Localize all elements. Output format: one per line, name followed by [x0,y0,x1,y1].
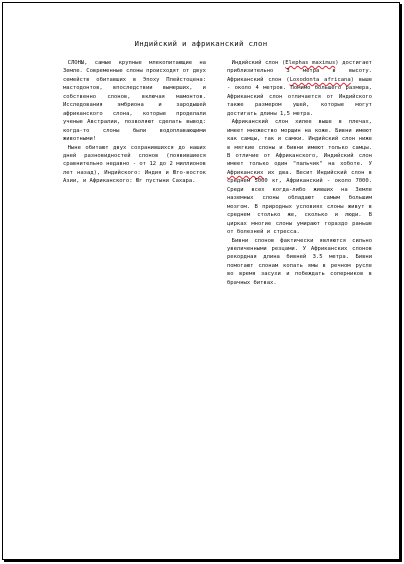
text-run: Бивни слонов фактически являются сильно увеличенными резцами. У Африканских слонов рекордная длина бивней 3.5 метра. Бивни помогают слонам копать ямы в речном русле во время засухи и побеждать соперников в брачных битвах. [227,237,372,286]
misspelled-word: Африканских [227,169,264,176]
text-run: ) выше - около 4 метров. Помимо большего размера, Африканский слон отличается от Индийского также размером ушей, которые могут достигать длины 1,5 метра. [227,76,373,117]
document-page [2,2,400,560]
text-run: их два. Весит Индийский слон в среднем 5000 кг, Африканский - около 7000. Среди всех когда-либо живших на Земле наземных слоны обладают самым большим мозгом. В природных условиях слоны живут в среднем столько же, сколько и люди. В цирках многие слоны умирают гораздо раньше от болезней и стресса. [227,169,372,236]
paragraph [227,118,372,236]
paragraph [63,59,206,144]
left-column [63,59,206,186]
paragraph [227,59,372,118]
document-title: Индийский и африканский слон [134,39,268,48]
paragraph [63,144,206,186]
paragraph [227,237,372,288]
text-run: ) достигает приблизительно 3 метра в высоту. Африканский слон ( [227,60,372,83]
text-run: СЛОНЫ, самые крупные млекопитающие на Земле. Современные слоны происходят от двух семейств обитавших в Эпоху Плейстоцена: мастодонтов, впоследствии вымерших, и собственно слонов, включая мамонтов. Исследования эмбриона и зародышей африканского слона, которые проделали ученые Австралии, позволяют сделать вывод: когда-то слоны были водоплавающими животными! [63,60,206,143]
misspelled-word: Elephas maximus [285,60,336,66]
text-run: Ныне обитают двух сохранившихся до наших дней разновидностей слонов (появившиеся сравнительно недавно - от 12 до 2 миллионов лет назад), Индийского: Индия и Юго-восток Азии, и Африканского: Юг пустыни Сахара. [63,144,206,185]
misspelled-word: Loxodonta africana [289,76,351,83]
text-run: Африканский слон хилее выше в плечах, имеет множество морщин на коже. Бивни имеют как самцы, так и самки. Индийский слон ниже в мягкие слоны и бивни имеют только самцы. В отличие от Африканского, Индийский слон имеет только один "пальчик" на хоботе. У [227,119,372,168]
text-run: Индийский слон ( [231,60,286,66]
right-column [227,59,372,287]
